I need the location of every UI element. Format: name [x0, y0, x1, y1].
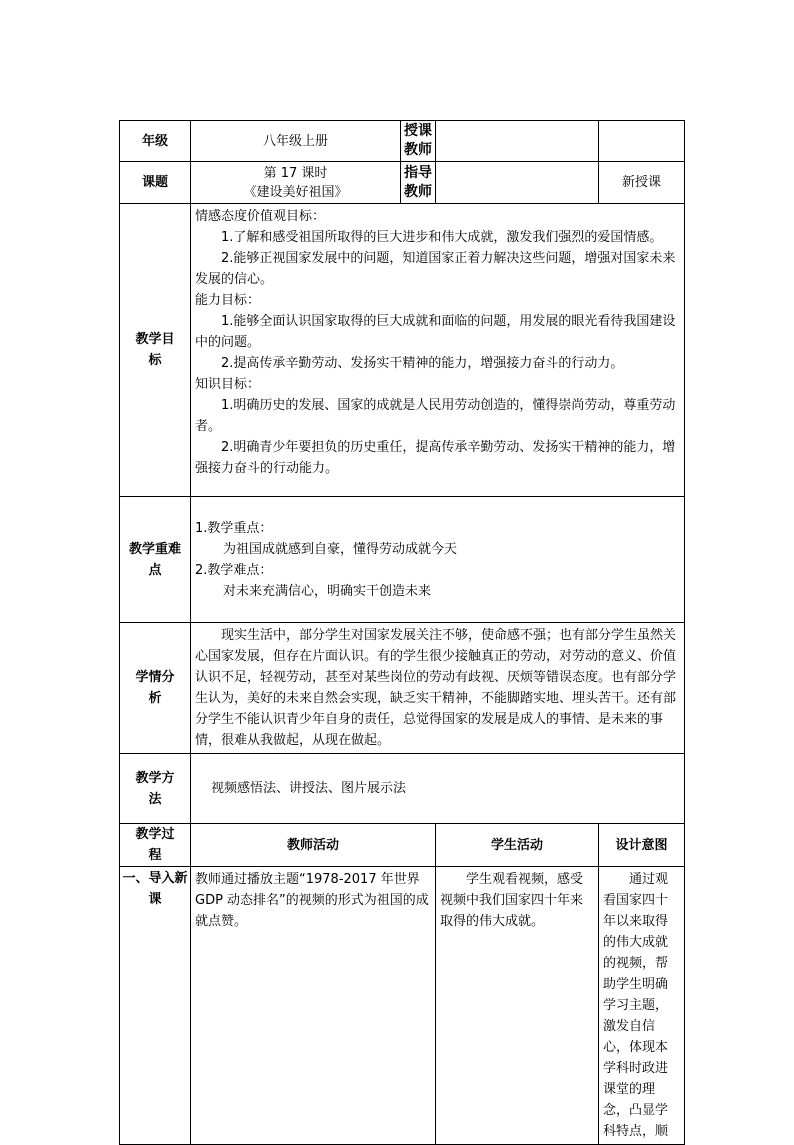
design-intent-header: 设计意图 — [599, 824, 685, 867]
student-activity-header: 学生活动 — [436, 824, 599, 867]
analysis-row — [120, 623, 685, 754]
objectives-label: 教学目标 — [120, 204, 191, 497]
lesson-number: 第 17 课时 — [263, 165, 328, 181]
method-text: 视频感悟法、讲授法、图片展示法 — [191, 754, 685, 824]
topic-row — [120, 162, 685, 204]
objective-item: 2.明确青少年要担负的历史重任，提高传承辛勤劳动、发扬实干精神的能力，增强接力奋斗的行动能力。 — [195, 440, 676, 476]
teacher-label: 授课教师 — [401, 121, 436, 162]
teacher-activity-header: 教师活动 — [191, 824, 436, 867]
difficulty-heading: 2.教学难点： — [195, 562, 273, 578]
stage-student-text: 学生观看视频，感受视频中我们国家四十年来取得的伟大成就。 — [440, 872, 584, 929]
grade-value: 八年级上册 — [191, 121, 401, 162]
process-label: 教学过程 — [120, 824, 191, 867]
lesson-title: 《建设美好祖国》 — [243, 184, 348, 200]
method-label: 教学方法 — [120, 754, 191, 824]
objective-heading-knowledge: 知识目标： — [195, 377, 261, 392]
stage-student-activity — [436, 867, 599, 1145]
process-header-row — [120, 824, 685, 867]
objective-heading-ability: 能力目标： — [195, 293, 261, 308]
lesson-title-cell — [191, 162, 401, 204]
method-row — [120, 754, 685, 824]
objectives-row — [120, 204, 685, 497]
guide-label: 指导教师 — [401, 162, 436, 204]
key-points-content — [191, 497, 685, 623]
objective-heading-attitude: 情感态度价值观目标： — [195, 209, 326, 224]
guide-value — [436, 162, 599, 204]
stage-design-intent — [599, 867, 685, 1145]
stage-label: 一、导入新课 — [120, 867, 191, 1145]
objective-item: 1.能够全面认识国家取得的巨大成就和面临的问题，用发展的眼光看待我国建设中的问题。 — [195, 314, 676, 350]
teacher-value — [436, 121, 599, 162]
key-point-text: 为祖国成就感到自豪，懂得劳动成就今天 — [223, 541, 458, 557]
objective-item: 1.明确历史的发展、国家的成就是人民用劳动创造的，懂得崇尚劳动，尊重劳动者。 — [195, 398, 676, 434]
grade-label: 年级 — [120, 121, 191, 162]
lesson-plan-table — [119, 120, 685, 1145]
lesson-type: 新授课 — [599, 162, 685, 204]
blank-cell — [599, 121, 685, 162]
topic-label: 课题 — [120, 162, 191, 204]
difficulty-text: 对未来充满信心，明确实干创造未来 — [223, 583, 432, 599]
objective-item: 2.提高传承辛勤劳动、发扬实干精神的能力，增强接力奋斗的行动力。 — [221, 356, 624, 371]
stage-design-text: 通过观看国家四十年以来取得的伟大成就的视频，帮助学生明确学习主题，激发自信心，体现本学科时政进课堂的理念，凸显学科特点，顺 — [603, 872, 669, 1139]
objectives-content — [191, 204, 685, 497]
grade-row — [120, 121, 685, 162]
analysis-content — [191, 623, 685, 754]
key-points-label: 教学重难点 — [120, 497, 191, 623]
objective-item: 2.能够正视国家发展中的问题，知道国家正着力解决这些问题，增强对国家未来发展的信心。 — [195, 251, 676, 287]
stage-row — [120, 867, 685, 1145]
objective-item: 1.了解和感受祖国所取得的巨大进步和伟大成就，激发我们强烈的爱国情感。 — [221, 230, 663, 245]
analysis-text: 现实生活中，部分学生对国家发展关注不够，使命感不强；也有部分学生虽然关心国家发展，但存在片面认识。有的学生很少接触真正的劳动，对劳动的意义、价值认识不足，轻视劳动，甚至对某些岗位的劳动有歧视、厌烦等错误态度。也有部分学生认为，美好的未来自然会实现，缺乏实干精神，不能脚踏实地、埋头苦干。还有部分学生不能认识青少年自身的责任，总觉得国家的发展是成人的事情、是未来的事情，很难从我做起，从现在做起。 — [195, 628, 677, 748]
key-points-row — [120, 497, 685, 623]
analysis-label: 学情分析 — [120, 623, 191, 754]
stage-teacher-activity: 教师通过播放主题“1978-2017 年世界 GDP 动态排名”的视频的形式为祖国的成就点赞。 — [191, 867, 436, 1145]
key-point-heading: 1.教学重点： — [195, 520, 273, 536]
